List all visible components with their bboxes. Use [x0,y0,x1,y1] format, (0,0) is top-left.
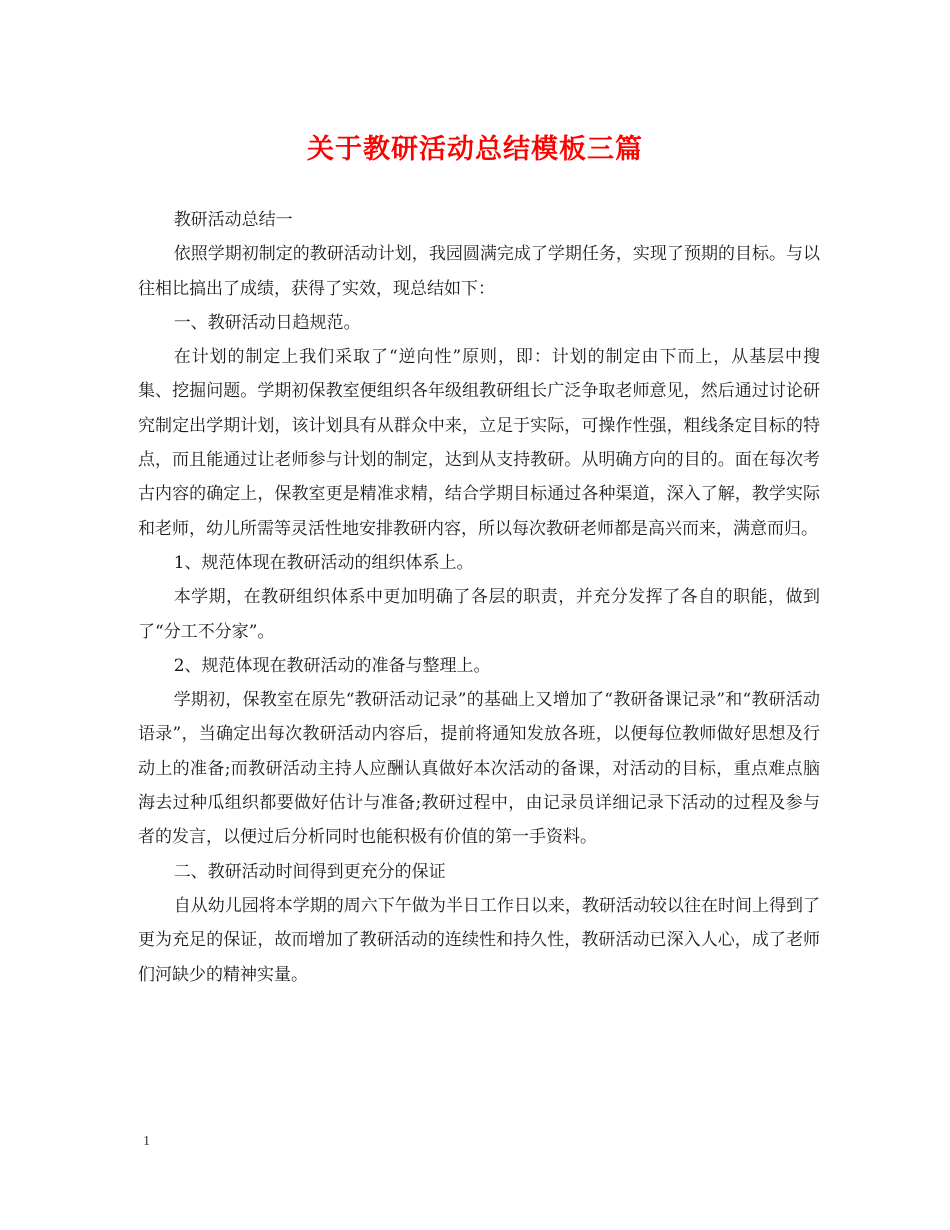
paragraph: 在计划的制定上我们采取了“逆向性”原则，即：计划的制定由下而上，从基层中搜集、挖掘问题。学期初保教室便组织各年级组教研组长广泛争取老师意见，然后通过讨论研究制定出学期计划，该计划具有从群众中来，立足于实际，可操作性强，粗线条定目标的特点，而且能通过让老师参与计划的制定，达到从支持教研。从明确方向的目的。面在每次考古内容的确定上，保教室更是精准求精，结合学期目标通过各种渠道，深入了解，教学实际和老师，幼儿所需等灵活性地安排教研内容，所以每次教研老师都是高兴而来，满意而归。 [138,347,820,539]
paragraph-heading: 二、教研活动时间得到更充分的保证 [173,861,446,882]
paragraph-heading: 一、教研活动日趋规范。 [173,312,361,333]
document-body [138,203,820,992]
paragraph-heading: 2、规范体现在教研活动的准备与整理上。 [173,655,491,676]
paragraph-section-heading: 教研活动总结一 [173,210,293,230]
paragraph: 自从幼儿园将本学期的周六下午做为半日工作日以来，教研活动较以往在时间上得到了更为充足的保证，故而增加了教研活动的连续性和持久性，教研活动已深入人心，成了老师们河缺少的精神实量。 [138,895,820,985]
paragraph: 依照学期初制定的教研活动计划，我园圆满完成了学期任务，实现了预期的目标。与以往相比搞出了成绩，获得了实效，现总结如下： [138,244,820,299]
page-number: 1 [143,1134,150,1149]
paragraph: 本学期，在教研组织体系中更加明确了各层的职责，并充分发挥了各自的职能，做到了“分工不分家”。 [138,587,820,642]
paragraph: 学期初，保教室在原先“教研活动记录”的基础上又增加了“教研备课记录”和“教研活动语录”，当确定出每次教研活动内容后，提前将通知发放各班，以便每位教师做好思想及行动上的准备;而教研活动主持人应酬认真做好本次活动的备课，对活动的目标，重点难点脑海去过种瓜组织都要做好估计与准备;教研过程中，由记录员详细记录下活动的过程及参与者的发言，以便过后分析同时也能积极有价值的第一手资料。 [138,690,820,848]
paragraph-heading: 1、规范体现在教研活动的组织体系上。 [173,552,474,573]
document-title: 关于教研活动总结模板三篇 [307,134,643,165]
